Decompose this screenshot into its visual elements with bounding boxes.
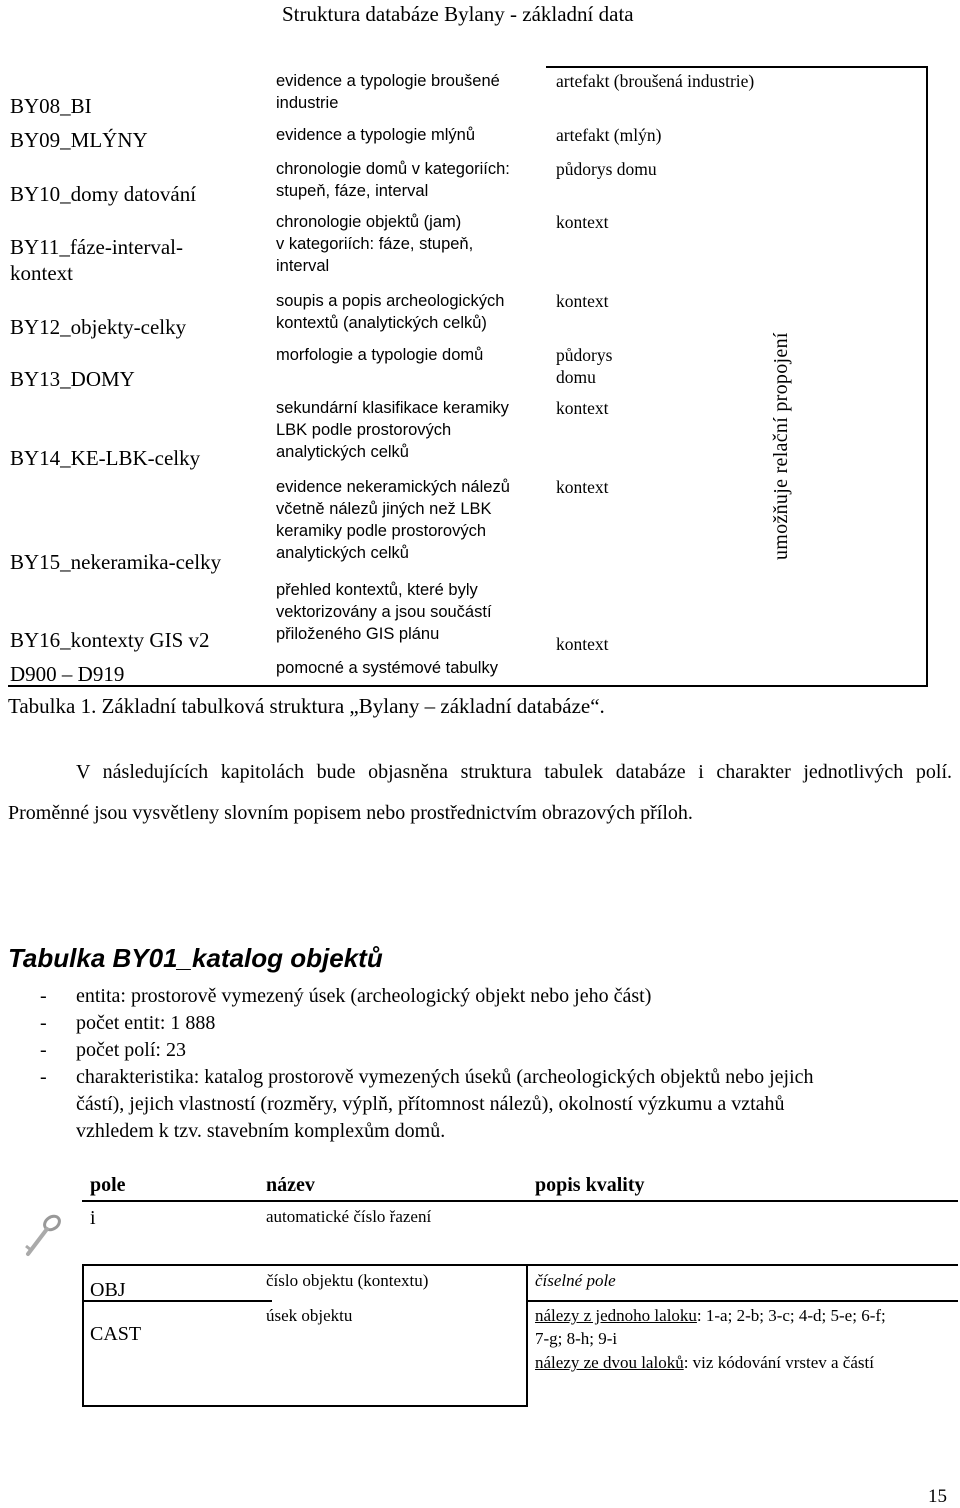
table-1-code: BY14_KE-LBK-celky xyxy=(10,446,201,470)
table-2-rule xyxy=(82,1300,272,1302)
table-2-rule xyxy=(82,1264,958,1266)
table-1-link: půdorys domu xyxy=(556,345,613,387)
table-1-code: BY10_domy datování xyxy=(10,182,197,206)
table-1-desc: evidence nekeramických nálezů včetně nálezů jiných než LBK keramiky podle prostorových analytických celků xyxy=(276,478,510,562)
table-2-cell: i xyxy=(90,1207,96,1229)
table-1-desc: soupis a popis archeologických kontextů (analytických celků) xyxy=(276,292,505,332)
table-1-code: BY15_nekeramika-celky xyxy=(10,550,222,574)
table-1-link: artefakt (broušená industrie) xyxy=(556,71,755,91)
table-2-header-rule xyxy=(82,1200,958,1202)
table-2-cell: nálezy ze dvou laloků: viz kódování vrstev a částí xyxy=(535,1353,874,1372)
table-1-desc: chronologie domů v kategoriích: stupeň, fáze, interval xyxy=(276,160,510,200)
table-1-link: kontext xyxy=(556,477,609,497)
table-2-cell: CAST xyxy=(90,1323,142,1345)
table-2-rule xyxy=(82,1264,84,1406)
table-2-cell: číslo objektu (kontextu) xyxy=(266,1271,429,1290)
table-1-bottom-rule xyxy=(8,685,928,687)
table-1-code: BY12_objekty-celky xyxy=(10,315,187,339)
table-1-link: půdorys domu xyxy=(556,159,657,179)
table-1-link: kontext xyxy=(556,398,609,418)
table-1-desc: pomocné a systémové tabulky xyxy=(276,659,498,677)
table-2-rule xyxy=(526,1264,528,1406)
table-1-code: D900 – D919 xyxy=(10,662,125,686)
key-icon xyxy=(20,1212,64,1260)
table-1-link: kontext xyxy=(556,212,609,232)
table-2-header-nazev: název xyxy=(266,1174,315,1196)
table-2-header-pole: pole xyxy=(90,1174,126,1196)
table-1-code: kontext xyxy=(10,261,73,285)
rotated-note: umožňuje relační propojení xyxy=(770,332,792,560)
table-2-bottom-rule xyxy=(82,1405,528,1407)
table-1-code: BY11_fáze-interval- xyxy=(10,235,183,259)
page-header-title: Struktura databáze Bylany - základní data xyxy=(282,2,634,26)
table-2-cell: nálezy z jednoho laloku: 1-a; 2-b; 3-c; 4-d; 5-e; 6-f; xyxy=(535,1306,886,1325)
table-1-code: BY08_BI xyxy=(10,94,92,118)
table-1-desc: morfologie a typologie domů xyxy=(276,346,484,364)
table-1-right-rule xyxy=(926,66,928,686)
table-2-header-popis: popis kvality xyxy=(535,1174,645,1196)
table-1-desc: evidence a typologie mlýnů xyxy=(276,126,476,144)
table-1-link: kontext xyxy=(556,634,609,654)
table-1-desc: chronologie objektů (jam) v kategoriích: fáze, stupeň, interval xyxy=(276,213,474,275)
table-1-code: BY16_kontexty GIS v2 xyxy=(10,628,210,652)
table-2-cell: automatické číslo řazení xyxy=(266,1207,432,1226)
table-2-rule xyxy=(528,1300,958,1302)
table-1-link: artefakt (mlýn) xyxy=(556,125,662,145)
table-1-link: kontext xyxy=(556,291,609,311)
section-heading: Tabulka BY01_katalog objektů xyxy=(8,943,383,973)
table-1-desc: přehled kontextů, které byly vektorizovány a jsou součástí přiloženého GIS plánu xyxy=(276,581,492,643)
table-2-cell: 7-g; 8-h; 9-i xyxy=(535,1329,618,1348)
table-1-top-rule xyxy=(546,66,928,68)
table-1-code: BY13_DOMY xyxy=(10,367,135,391)
table-2-cell: úsek objektu xyxy=(266,1306,353,1325)
table-1-code: BY09_MLÝNY xyxy=(10,128,148,152)
table-1-desc: sekundární klasifikace keramiky LBK podle prostorových analytických celků xyxy=(276,399,509,461)
body-paragraph: V následujících kapitolách bude objasněna struktura tabulek databáze i charakter jednotlivých polí. Proměnné jsou vysvětleny slovním popisem nebo prostřednictvím obrazových příloh. xyxy=(8,761,952,824)
table-1-desc: evidence a typologie broušené industrie xyxy=(276,72,500,112)
table-2-cell: číselné pole xyxy=(535,1271,616,1290)
page-number: 15 xyxy=(928,1486,947,1507)
table-2-cell: OBJ xyxy=(90,1279,126,1301)
table-1-caption: Tabulka 1. Základní tabulková struktura „Bylany – základní databáze“. xyxy=(8,694,605,718)
